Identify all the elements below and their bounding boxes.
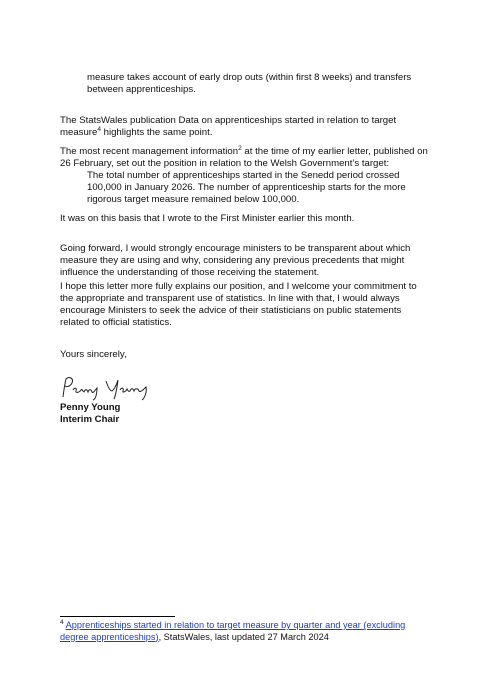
handwritten-signature [60, 375, 150, 401]
paragraph-statswales: The StatsWales publication Data on apprenticeships started in relation to target measure$^4$ highlights the same point. [60, 115, 397, 138]
paragraph-basis: It was on this basis that I wrote to the First Minister earlier this month. [60, 213, 355, 224]
paragraph-closing-remarks: I hope this letter more fully explains our position, and I welcome your commitment to the appropriate and transparent use of statistics. In line with that, I would always encourage Ministers to seek the advice of their statisticians on public statements related to official statistics. [60, 281, 417, 328]
footnote-divider [60, 616, 175, 617]
paragraph-going-forward: Going forward, I would strongly encourage ministers to be transparent about which measure they are using and why, considering any previous precedents that might influence the understanding of those receiving the statement. [60, 243, 411, 278]
footnote-link[interactable]: Apprenticeships started in relation to target measure by quarter and year (excluding degree apprenticeships) [60, 620, 406, 642]
footnote: $^4$ Apprenticeships started in relation to target measure by quarter and year (excluding degree apprenticeships), StatsWales, last updated 27 March 2024 [60, 618, 406, 642]
paragraph-management-info: The most recent management information$^2$ at the time of my earlier letter, published on 26 February, set out the position in relation to the Welsh Government’s target: [60, 144, 428, 169]
signer-name: Penny Young [60, 402, 121, 413]
footnote-number: 4 [60, 618, 64, 626]
paragraph-continuation: measure takes account of early drop outs (within first 8 weeks) and transfers between apprenticeships. [87, 72, 412, 95]
signer-title: Interim Chair [60, 414, 120, 425]
footnote-ref-4: 4 [97, 125, 101, 133]
footnote-ref-2: 2 [238, 144, 242, 152]
quoted-position: The total number of apprenticeships started in the Senedd period crossed 100,000 in January 2026. The number of apprenticeship starts for the more rigorous target measure remained below 100,000. [87, 170, 406, 205]
closing-salutation: Yours sincerely, [60, 349, 127, 360]
